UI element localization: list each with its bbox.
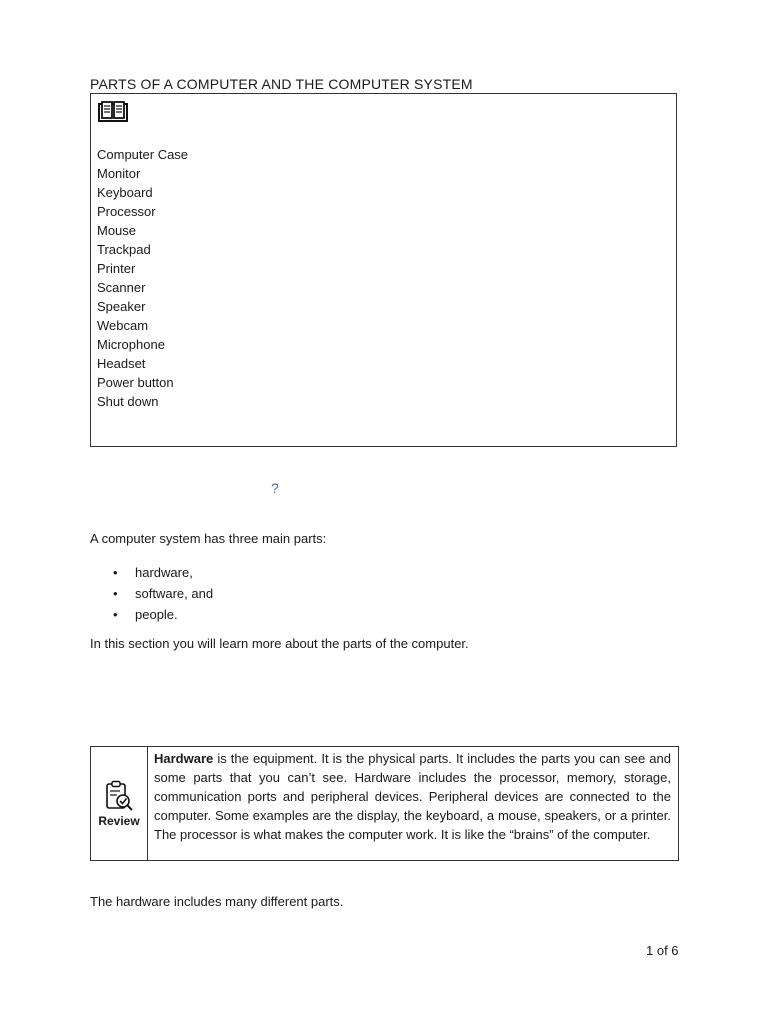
vocabulary-item: Scanner bbox=[97, 280, 146, 295]
section-note: In this section you will learn more about the parts of the computer. bbox=[90, 636, 469, 651]
bullet-dot-icon: • bbox=[113, 607, 118, 622]
review-icon-cell bbox=[91, 747, 148, 860]
parts-bullet-list bbox=[90, 562, 213, 625]
vocabulary-box bbox=[90, 93, 677, 447]
review-definition: is the equipment. It is the physical parts. It includes the parts you can see and some parts that you can’t see. Hardware includes the processor, memory, storage, communication ports and peripheral devices. Peripheral devices are connected to the computer. Some examples are the display, the keyboard, a mouse, speakers, or a printer. The processor is what makes the computer work. It is like the “brains” of the computer. bbox=[154, 751, 671, 842]
vocabulary-list bbox=[97, 145, 188, 411]
vocabulary-item: Headset bbox=[97, 356, 146, 371]
vocabulary-item: Microphone bbox=[97, 337, 165, 352]
review-term: Hardware bbox=[154, 751, 214, 766]
vocabulary-item: Trackpad bbox=[97, 242, 151, 257]
hardware-note: The hardware includes many different parts. bbox=[90, 894, 344, 909]
vocabulary-item: Processor bbox=[97, 204, 156, 219]
vocabulary-item: Webcam bbox=[97, 318, 149, 333]
question-mark: ? bbox=[271, 480, 279, 496]
book-icon bbox=[98, 101, 128, 123]
bullet-item: • hardware, bbox=[90, 562, 213, 583]
page-title: PARTS OF A COMPUTER AND THE COMPUTER SYSTEM bbox=[90, 76, 473, 92]
intro-paragraph: A computer system has three main parts: bbox=[90, 531, 327, 546]
bullet-dot-icon: • bbox=[113, 565, 118, 580]
review-box bbox=[90, 746, 679, 861]
vocabulary-item: Computer Case bbox=[97, 147, 189, 162]
vocabulary-item: Monitor bbox=[97, 166, 141, 181]
review-label: Review bbox=[98, 813, 140, 828]
bullet-item: • people. bbox=[90, 604, 213, 625]
vocabulary-item: Power button bbox=[97, 375, 174, 390]
clipboard-check-icon bbox=[104, 780, 134, 812]
vocabulary-item: Printer bbox=[97, 261, 136, 276]
bullet-item: • software, and bbox=[90, 583, 213, 604]
vocabulary-item: Speaker bbox=[97, 299, 146, 314]
bullet-dot-icon: • bbox=[113, 586, 118, 601]
vocabulary-item: Mouse bbox=[97, 223, 137, 238]
vocabulary-item: Shut down bbox=[97, 394, 159, 409]
vocabulary-item: Keyboard bbox=[97, 185, 153, 200]
page-number: 1 of 6 bbox=[646, 943, 679, 958]
review-text bbox=[148, 747, 678, 860]
